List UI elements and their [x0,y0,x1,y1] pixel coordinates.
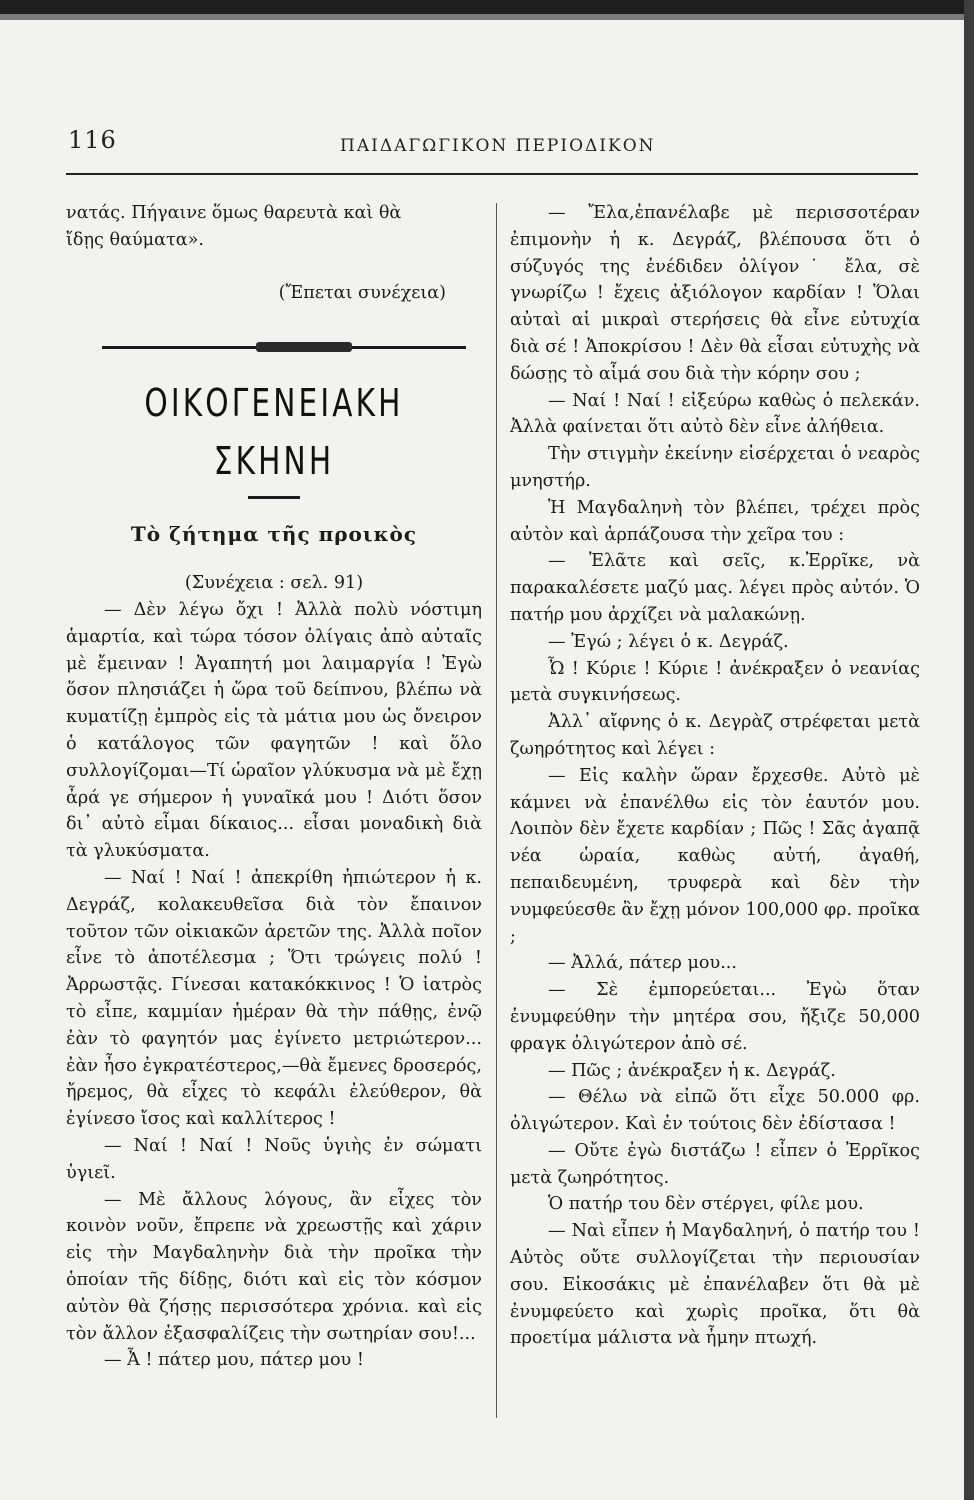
article-subtitle: Τὸ ζήτημα τῆς προικὸς [130,522,418,547]
paragraph: — Δὲν λέγω ὄχι ! Ἀλλὰ πολὺ νόστιμη ἁμαρτία, καὶ τώρα τόσον ὀλίγαις ἀπὸ αὐταῖς μὲ ἔμειναν ! Ἀγαπητή μοι λαιμαργία ! Ἐγὼ ὅσον πλησιάζει ἡ ὥρα τοῦ δείπνου, βλέπω νὰ κυματίζῃ ἐμπρὸς εἰς τὰ μάτια μου ὡς ὄνειρον ὁ κατάλογος τῶν φαγητῶν ! καὶ ὅλο συλλογίζομαι—Τί ὡραῖον γλύκυσμα νὰ μὲ ἔχῃ ἆρά γε σήμερον ἡ γυναῖκά μου ! Διότι ὅσον δι᾽ αὐτὸ εἶμαι δίκαιος... εἶσαι μοναδικὴ διὰ τὰ γλυκύσματα. [66,599,482,862]
paragraph: — Θέλω νὰ εἰπῶ ὅτι εἶχε 50.000 φρ. ὀλιγώτερον. Καὶ ἐν τούτοις δὲν ἐδίστασα ! [510,1087,920,1135]
title-rule [248,496,300,499]
scan-top-edge [0,0,974,14]
running-title: ΠΑΙΔΑΓΩΓΙΚΟΝ ΠΕΡΙΟΔΙΚΟΝ [340,136,656,156]
paragraph: — Ἀλλά, πάτερ μου... [548,953,737,974]
continuation-reference: (Συνέχεια : σελ. 91) [184,573,364,594]
article-title: ΟΙΚΟΓΕΝΕΙΑΚΗ ΣΚΗΝΗ [144,381,404,484]
previous-article-line: νατάς. Πήγαινε ὅμως θαρευτὰ καὶ θὰ [66,203,402,223]
paragraph: — Ἔλα,ἐπανέλαβε μὲ περισσοτέραν ἐπιμονὴν ἡ κ. Δεγράζ, βλέπουσα ὅτι ὁ σύζυγός της ἐνέδιδεν ὀλίγον˙ ἔλα, σὲ γνωρίζω ! ἔχεις ἀξιόλογον καρδίαν ! Ὅλαι αὐταὶ αἱ μικραὶ στερήσεις θὰ εἶνε εὐτυχία διὰ σέ ! Ἀποκρίσου ! Δὲν θὰ εἶσαι εὐτυχὴς νὰ δώσῃς τὸ αἷμά σου διὰ τὴν κόρην σου ; [510,203,920,384]
paragraph: — Σὲ ἐμπορεύεται... Ἐγὼ ὅταν ἐνυμφεύθην τὴν μητέρα σου, ἤξιζε 50,000 φραγκ ὀλιγώτερον ἀπὸ σέ. [510,980,920,1054]
right-column [510,200,920,1352]
previous-article-end [66,200,482,254]
paragraph: — Μὲ ἄλλους λόγους, ἂν εἶχες τὸν κοινὸν νοῦν, ἔπρεπε νὰ χρεωστῇς καὶ χάριν εἰς τὴν Μαγδαληνὴν διὰ τὴν προῖκα τὴν ὁποίαν τῆς δίδῃς, διότι καὶ εἰς τὸν κόσμον αὐτὸν θὰ ζήσῃς περισσότερα χρόνια. καὶ εἰς τὸν ἄλλον ἐξασφαλίζεις τὴν σωτηρίαν σου!... [66,1189,482,1344]
paragraph: — Ναί ! Ναί ! Νοῦς ὑγιὴς ἐν σώματι ὑγιεῖ. [66,1135,482,1183]
paragraph: — Ἐγώ ; λέγει ὁ κ. Δεγράζ. [548,631,789,652]
paragraph: — Ναί ! Ναί ! ἀπεκρίθη ἠπιώτερον ἡ κ. Δεγράζ, κολακευθεῖσα διὰ τὸν ἔπαινον τοῦτον τῶν οἰκιακῶν ἀρετῶν της. Ἀλλὰ ποῖον εἶνε τὸ ἀποτέλεσμα ; Ὅτι τρώγεις πολύ ! Ἀρρωστᾷς. Γίνεσαι κατακόκκινος ! Ὁ ἰατρὸς τὸ εἶπε, καμμίαν ἡμέραν θὰ τὴν πάθῃς, ἐνῷ ἐὰν τὸ φαγητόν μας ἐγίνετο μετριώτερον... ἐὰν ἦσο ἐγκρατέστερος,—θὰ ἔμενες δροσερός, ἤρεμος, θὰ εἶχες τὸ κεφάλι ἐλεύθερον, θὰ ἐγίνεσο ἴσος καὶ καλλίτερος ! [66,867,482,1130]
paragraph: Ἀλλ᾽ αἴφνης ὁ κ. Δεγρὰζ στρέφεται μετὰ ζωηρότητος καὶ λέγει : [510,712,920,759]
paragraph: — Εἰς καλὴν ὥραν ἔρχεσθε. Αὐτὸ μὲ κάμνει νὰ ἐπανέλθω εἰς τὸν ἑαυτόν μου. Λοιπὸν δὲν ἔχετε καρδίαν ; Πῶς ! Σᾶς ἀγαπᾷ νέα ὡραία, καθὼς αὐτή, ἀγαθή, πεπαιδευμένη, τρυφερὰ καὶ δὲν τὴν νυμφεύεσθε ἂν ἔχῃ μόνον 100,000 φρ. προῖκα ; [510,765,920,947]
paragraph: Τὴν στιγμὴν ἐκείνην εἰσέρχεται ὁ νεαρὸς μνηστήρ. [510,444,920,491]
paragraph: — Ἆ ! πάτερ μου, πάτερ μου ! [104,1350,364,1371]
paragraph: Ἡ Μαγδαληνὴ τὸν βλέπει, τρέχει πρὸς αὐτὸν καὶ ἁρπάζουσα τὴν χεῖρα του : [510,497,920,545]
paragraph: — Ναὶ εἶπεν ἡ Μαγδαληνή, ὁ πατήρ του ! Αὐτὸς οὔτε συλλογίζεται τὴν περιουσίαν σου. Εἰκοσάκις μὲ ἐπανέλαβεν ὅτι θὰ μὲ ἐνυμφεύετο καὶ χωρὶς προῖκα, ὅτι θὰ προετίμα μάλιστα νὰ ἦμην πτωχή. [510,1221,920,1349]
paragraph: — Ναί ! Ναί ! εἰξεύρω καθὼς ὁ πελεκάν. Ἀλλὰ φαίνεται ὅτι αὐτὸ δὲν εἶνε ἀλήθεια. [510,390,920,438]
scan-right-edge [964,0,974,1500]
paragraph: — Ἐλᾶτε καὶ σεῖς, κ.Ἐρρῖκε, νὰ παρακαλέσετε μαζύ μας. λέγει πρὸς αὐτόν. Ὁ πατήρ μου ἀρχίζει νὰ μαλακώνῃ. [510,551,920,625]
previous-article-line: ἴδῃς θαύματα». [66,229,204,250]
paragraph: Ὁ πατήρ του δὲν στέργει, φίλε μου. [548,1194,864,1215]
column-divider [496,203,497,1418]
to-be-continued-note: (Ἔπεται συνέχεια) [278,282,446,303]
header-rule [66,173,918,175]
scan-top-shadow [0,14,974,20]
ornamental-divider [66,330,482,360]
paragraph: Ὦ ! Κύριε ! Κύριε ! ἀνέκραξεν ὁ νεανίας μετὰ συγκινήσεως. [510,658,920,706]
page-number: 116 [68,126,117,154]
divider-ornament [256,342,352,352]
paragraph: — Οὔτε ἐγὼ διστάζω ! εἶπεν ὁ Ἐρρῖκος μετὰ ζωηρότητος. [510,1140,920,1188]
left-column [66,200,482,1374]
paragraph: — Πῶς ; ἀνέκραξεν ἡ κ. Δεγράζ. [548,1060,836,1081]
